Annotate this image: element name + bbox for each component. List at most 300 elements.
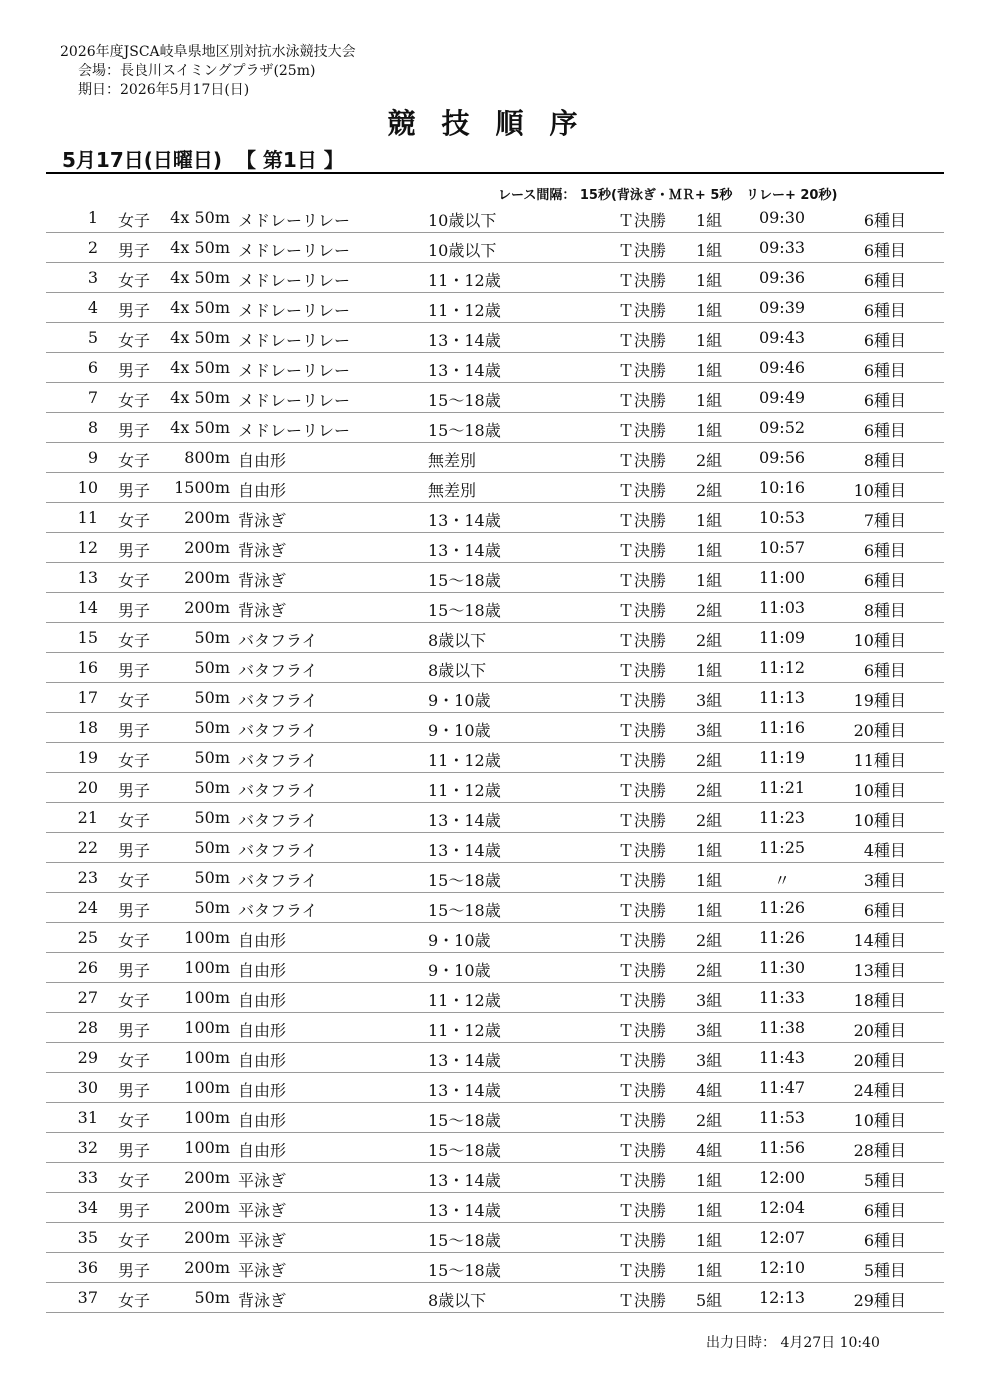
entry-count: 28種目 xyxy=(853,1141,906,1160)
table-row xyxy=(46,1253,944,1283)
final-type: Ｔ決勝 xyxy=(618,811,667,830)
event-number: 9 xyxy=(87,448,98,467)
start-time: 09:43 xyxy=(758,328,806,347)
heat-count: 2組 xyxy=(696,811,723,830)
age-group: 13・14歳 xyxy=(428,331,501,350)
heat-count: 3組 xyxy=(696,691,723,710)
event-number: 30 xyxy=(77,1078,98,1097)
entry-count: 20種目 xyxy=(853,1051,906,1070)
heat-count: 2組 xyxy=(696,451,723,470)
age-group: 13・14歳 xyxy=(428,841,501,860)
stroke: メドレーリレー xyxy=(238,241,351,260)
distance: 50m xyxy=(194,808,230,827)
table-row xyxy=(46,203,944,233)
event-number: 37 xyxy=(77,1288,98,1307)
entry-count: 13種目 xyxy=(853,961,906,980)
event-number: 31 xyxy=(77,1108,98,1127)
gender: 男子 xyxy=(118,721,151,740)
event-number: 35 xyxy=(77,1228,98,1247)
gender: 女子 xyxy=(118,1291,151,1310)
event-order-table xyxy=(46,203,944,1313)
gender: 女子 xyxy=(118,931,151,950)
start-time: 11:26 xyxy=(758,928,806,947)
stroke: 背泳ぎ xyxy=(238,601,287,620)
heat-count: 1組 xyxy=(696,361,723,380)
stroke: バタフライ xyxy=(238,841,318,860)
start-time: 09:49 xyxy=(758,388,806,407)
heat-count: 2組 xyxy=(696,481,723,500)
table-row xyxy=(46,743,944,773)
stroke: 背泳ぎ xyxy=(238,571,287,590)
final-type: Ｔ決勝 xyxy=(618,601,667,620)
gender: 男子 xyxy=(118,1021,151,1040)
gender: 男子 xyxy=(118,1141,151,1160)
gender: 女子 xyxy=(118,811,151,830)
age-group: 9・10歳 xyxy=(428,691,491,710)
heat-count: 1組 xyxy=(696,1231,723,1250)
final-type: Ｔ決勝 xyxy=(618,661,667,680)
start-time: 11:12 xyxy=(758,658,806,677)
heat-count: 1組 xyxy=(696,1261,723,1280)
age-group: 8歳以下 xyxy=(428,631,487,650)
stroke: 自由形 xyxy=(238,1021,287,1040)
event-number: 5 xyxy=(87,328,98,347)
stroke: 平泳ぎ xyxy=(238,1201,287,1220)
gender: 男子 xyxy=(118,841,151,860)
final-type: Ｔ決勝 xyxy=(618,391,667,410)
final-type: Ｔ決勝 xyxy=(618,691,667,710)
table-row xyxy=(46,233,944,263)
entry-count: 6種目 xyxy=(863,571,906,590)
table-row xyxy=(46,593,944,623)
age-group: 9・10歳 xyxy=(428,961,491,980)
event-number: 17 xyxy=(77,688,98,707)
final-type: Ｔ決勝 xyxy=(618,421,667,440)
event-number: 32 xyxy=(77,1138,98,1157)
entry-count: 6種目 xyxy=(863,1201,906,1220)
event-number: 21 xyxy=(77,808,98,827)
table-row xyxy=(46,923,944,953)
event-number: 6 xyxy=(87,358,98,377)
final-type: Ｔ決勝 xyxy=(618,451,667,470)
age-group: 15～18歳 xyxy=(428,1231,501,1250)
final-type: Ｔ決勝 xyxy=(618,1201,667,1220)
age-group: 10歳以下 xyxy=(428,211,497,230)
stroke: 自由形 xyxy=(238,991,287,1010)
table-row xyxy=(46,713,944,743)
start-time: 11:25 xyxy=(758,838,806,857)
entry-count: 11種目 xyxy=(853,751,906,770)
gender: 男子 xyxy=(118,481,151,500)
table-row xyxy=(46,1103,944,1133)
age-group: 13・14歳 xyxy=(428,1171,501,1190)
entry-count: 8種目 xyxy=(863,601,906,620)
event-number: 14 xyxy=(77,598,98,617)
event-number: 15 xyxy=(77,628,98,647)
start-time: 09:30 xyxy=(758,208,806,227)
entry-count: 20種目 xyxy=(853,721,906,740)
distance: 100m xyxy=(184,928,230,947)
stroke: バタフライ xyxy=(238,721,318,740)
start-time: 09:33 xyxy=(758,238,806,257)
heat-count: 1組 xyxy=(696,1171,723,1190)
distance: 50m xyxy=(194,658,230,677)
gender: 女子 xyxy=(118,871,151,890)
age-group: 15～18歳 xyxy=(428,1141,501,1160)
event-number: 4 xyxy=(87,298,98,317)
entry-count: 6種目 xyxy=(863,241,906,260)
heat-count: 1組 xyxy=(696,841,723,860)
stroke: 自由形 xyxy=(238,931,287,950)
final-type: Ｔ決勝 xyxy=(618,331,667,350)
age-group: 15～18歳 xyxy=(428,1261,501,1280)
age-group: 13・14歳 xyxy=(428,511,501,530)
event-number: 22 xyxy=(77,838,98,857)
heat-count: 3組 xyxy=(696,1021,723,1040)
gender: 男子 xyxy=(118,301,151,320)
final-type: Ｔ決勝 xyxy=(618,1141,667,1160)
age-group: 無差別 xyxy=(428,451,477,470)
table-row xyxy=(46,263,944,293)
gender: 男子 xyxy=(118,241,151,260)
gender: 男子 xyxy=(118,961,151,980)
gender: 女子 xyxy=(118,571,151,590)
stroke: バタフライ xyxy=(238,781,318,800)
entry-count: 6種目 xyxy=(863,301,906,320)
table-row xyxy=(46,503,944,533)
event-number: 7 xyxy=(87,388,98,407)
heat-count: 4組 xyxy=(696,1141,723,1160)
entry-count: 6種目 xyxy=(863,361,906,380)
stroke: 自由形 xyxy=(238,1081,287,1100)
distance: 200m xyxy=(184,508,230,527)
event-number: 34 xyxy=(77,1198,98,1217)
final-type: Ｔ決勝 xyxy=(618,301,667,320)
stroke: 自由形 xyxy=(238,451,287,470)
event-number: 29 xyxy=(77,1048,98,1067)
event-number: 10 xyxy=(77,478,98,497)
page-title: 競技順序 xyxy=(387,107,604,140)
age-group: 13・14歳 xyxy=(428,1051,501,1070)
age-group: 15～18歳 xyxy=(428,1111,501,1130)
heat-count: 1組 xyxy=(696,541,723,560)
gender: 男子 xyxy=(118,421,151,440)
distance: 100m xyxy=(184,958,230,977)
start-time: 10:57 xyxy=(758,538,806,557)
stroke: メドレーリレー xyxy=(238,271,351,290)
age-group: 13・14歳 xyxy=(428,811,501,830)
table-row xyxy=(46,983,944,1013)
gender: 男子 xyxy=(118,1201,151,1220)
entry-count: 6種目 xyxy=(863,541,906,560)
age-group: 8歳以下 xyxy=(428,661,487,680)
age-group: 無差別 xyxy=(428,481,477,500)
heat-count: 5組 xyxy=(696,1291,723,1310)
final-type: Ｔ決勝 xyxy=(618,361,667,380)
final-type: Ｔ決勝 xyxy=(618,931,667,950)
stroke: 平泳ぎ xyxy=(238,1261,287,1280)
stroke: メドレーリレー xyxy=(238,361,351,380)
start-time: 11:03 xyxy=(758,598,806,617)
start-time: 〃 xyxy=(773,871,790,890)
start-time: 11:47 xyxy=(758,1078,806,1097)
output-timestamp: 出力日時： 4月27日 10:40 xyxy=(706,1335,880,1351)
stroke: バタフライ xyxy=(238,751,318,770)
distance: 200m xyxy=(184,598,230,617)
stroke: 背泳ぎ xyxy=(238,1291,287,1310)
event-number: 27 xyxy=(77,988,98,1007)
stroke: 自由形 xyxy=(238,1111,287,1130)
final-type: Ｔ決勝 xyxy=(618,961,667,980)
distance: 800m xyxy=(184,448,230,467)
entry-count: 20種目 xyxy=(853,1021,906,1040)
entry-count: 6種目 xyxy=(863,391,906,410)
entry-count: 3種目 xyxy=(863,871,906,890)
event-number: 18 xyxy=(77,718,98,737)
event-number: 25 xyxy=(77,928,98,947)
stroke: 背泳ぎ xyxy=(238,511,287,530)
start-time: 09:39 xyxy=(758,298,806,317)
start-time: 11:09 xyxy=(758,628,806,647)
stroke: 自由形 xyxy=(238,1141,287,1160)
gender: 女子 xyxy=(118,631,151,650)
heat-count: 1組 xyxy=(696,331,723,350)
start-time: 12:00 xyxy=(758,1168,806,1187)
distance: 50m xyxy=(194,1288,230,1307)
stroke: バタフライ xyxy=(238,691,318,710)
heat-count: 2組 xyxy=(696,781,723,800)
stroke: メドレーリレー xyxy=(238,331,351,350)
distance: 100m xyxy=(184,1018,230,1037)
meet-date: 期日：2026年5月17日(日) xyxy=(78,82,250,98)
event-number: 24 xyxy=(77,898,98,917)
table-row xyxy=(46,623,944,653)
heat-count: 3組 xyxy=(696,991,723,1010)
gender: 女子 xyxy=(118,391,151,410)
gender: 男子 xyxy=(118,781,151,800)
start-time: 11:13 xyxy=(758,688,806,707)
entry-count: 5種目 xyxy=(863,1171,906,1190)
gender: 女子 xyxy=(118,331,151,350)
final-type: Ｔ決勝 xyxy=(618,211,667,230)
age-group: 11・12歳 xyxy=(428,781,501,800)
age-group: 15～18歳 xyxy=(428,421,501,440)
start-time: 11:56 xyxy=(758,1138,806,1157)
entry-count: 10種目 xyxy=(853,811,906,830)
entry-count: 10種目 xyxy=(853,781,906,800)
age-group: 11・12歳 xyxy=(428,991,501,1010)
stroke: メドレーリレー xyxy=(238,421,351,440)
start-time: 09:52 xyxy=(758,418,806,437)
entry-count: 6種目 xyxy=(863,901,906,920)
age-group: 9・10歳 xyxy=(428,721,491,740)
event-number: 16 xyxy=(77,658,98,677)
final-type: Ｔ決勝 xyxy=(618,1081,667,1100)
distance: 100m xyxy=(184,1108,230,1127)
distance: 200m xyxy=(184,1228,230,1247)
entry-count: 19種目 xyxy=(853,691,906,710)
stroke: 自由形 xyxy=(238,481,287,500)
table-row xyxy=(46,1073,944,1103)
entry-count: 24種目 xyxy=(853,1081,906,1100)
gender: 女子 xyxy=(118,211,151,230)
gender: 女子 xyxy=(118,1051,151,1070)
start-time: 09:56 xyxy=(758,448,806,467)
table-row xyxy=(46,773,944,803)
final-type: Ｔ決勝 xyxy=(618,1171,667,1190)
table-row xyxy=(46,413,944,443)
final-type: Ｔ決勝 xyxy=(618,511,667,530)
age-group: 13・14歳 xyxy=(428,361,501,380)
table-row xyxy=(46,863,944,893)
age-group: 13・14歳 xyxy=(428,541,501,560)
distance: 50m xyxy=(194,718,230,737)
event-number: 2 xyxy=(87,238,98,257)
age-group: 15～18歳 xyxy=(428,901,501,920)
age-group: 15～18歳 xyxy=(428,871,501,890)
heat-count: 1組 xyxy=(696,571,723,590)
gender: 男子 xyxy=(118,601,151,620)
gender: 女子 xyxy=(118,991,151,1010)
table-row xyxy=(46,1283,944,1313)
start-time: 11:53 xyxy=(758,1108,806,1127)
heat-count: 1組 xyxy=(696,211,723,230)
start-time: 11:23 xyxy=(758,808,806,827)
table-row xyxy=(46,1163,944,1193)
heat-count: 1組 xyxy=(696,391,723,410)
distance: 4x 50m xyxy=(170,268,230,287)
start-time: 11:21 xyxy=(758,778,806,797)
distance: 200m xyxy=(184,1258,230,1277)
start-time: 11:26 xyxy=(758,898,806,917)
event-number: 28 xyxy=(77,1018,98,1037)
entry-count: 10種目 xyxy=(853,1111,906,1130)
heat-count: 1組 xyxy=(696,271,723,290)
heading-rule xyxy=(46,172,944,174)
stroke: バタフライ xyxy=(238,811,318,830)
heat-count: 2組 xyxy=(696,1111,723,1130)
event-number: 26 xyxy=(77,958,98,977)
distance: 1500m xyxy=(174,478,230,497)
final-type: Ｔ決勝 xyxy=(618,1261,667,1280)
age-group: 11・12歳 xyxy=(428,301,501,320)
event-number: 20 xyxy=(77,778,98,797)
heat-count: 4組 xyxy=(696,1081,723,1100)
table-row xyxy=(46,833,944,863)
heat-count: 3組 xyxy=(696,1051,723,1070)
final-type: Ｔ決勝 xyxy=(618,1021,667,1040)
heat-count: 1組 xyxy=(696,661,723,680)
entry-count: 6種目 xyxy=(863,661,906,680)
start-time: 12:04 xyxy=(758,1198,806,1217)
start-time: 11:43 xyxy=(758,1048,806,1067)
final-type: Ｔ決勝 xyxy=(618,481,667,500)
final-type: Ｔ決勝 xyxy=(618,1231,667,1250)
heat-count: 2組 xyxy=(696,961,723,980)
distance: 50m xyxy=(194,838,230,857)
event-number: 36 xyxy=(77,1258,98,1277)
start-time: 11:00 xyxy=(758,568,806,587)
heat-count: 3組 xyxy=(696,721,723,740)
start-time: 11:19 xyxy=(758,748,806,767)
stroke: 背泳ぎ xyxy=(238,541,287,560)
final-type: Ｔ決勝 xyxy=(618,901,667,920)
meet-name: 2026年度JSCA岐阜県地区別対抗水泳競技大会 xyxy=(60,44,356,60)
start-time: 11:33 xyxy=(758,988,806,1007)
heat-count: 1組 xyxy=(696,421,723,440)
distance: 100m xyxy=(184,1138,230,1157)
table-row xyxy=(46,383,944,413)
entry-count: 6種目 xyxy=(863,1231,906,1250)
entry-count: 6種目 xyxy=(863,331,906,350)
table-row xyxy=(46,1043,944,1073)
gender: 男子 xyxy=(118,361,151,380)
entry-count: 18種目 xyxy=(853,991,906,1010)
start-time: 12:10 xyxy=(758,1258,806,1277)
heat-count: 1組 xyxy=(696,511,723,530)
stroke: バタフライ xyxy=(238,901,318,920)
stroke: メドレーリレー xyxy=(238,301,351,320)
table-row xyxy=(46,1193,944,1223)
distance: 4x 50m xyxy=(170,298,230,317)
gender: 男子 xyxy=(118,1261,151,1280)
final-type: Ｔ決勝 xyxy=(618,1291,667,1310)
venue: 会場：長良川スイミングプラザ(25m) xyxy=(78,63,316,79)
stroke: バタフライ xyxy=(238,871,318,890)
table-row xyxy=(46,533,944,563)
stroke: 自由形 xyxy=(238,1051,287,1070)
distance: 50m xyxy=(194,628,230,647)
final-type: Ｔ決勝 xyxy=(618,721,667,740)
gender: 女子 xyxy=(118,691,151,710)
final-type: Ｔ決勝 xyxy=(618,241,667,260)
final-type: Ｔ決勝 xyxy=(618,991,667,1010)
event-number: 11 xyxy=(77,508,98,527)
distance: 4x 50m xyxy=(170,418,230,437)
table-row xyxy=(46,443,944,473)
gender: 女子 xyxy=(118,451,151,470)
start-time: 12:07 xyxy=(758,1228,806,1247)
table-row xyxy=(46,893,944,923)
final-type: Ｔ決勝 xyxy=(618,871,667,890)
heat-count: 1組 xyxy=(696,901,723,920)
distance: 50m xyxy=(194,868,230,887)
gender: 女子 xyxy=(118,271,151,290)
event-number: 33 xyxy=(77,1168,98,1187)
entry-count: 6種目 xyxy=(863,271,906,290)
gender: 女子 xyxy=(118,1171,151,1190)
heat-count: 1組 xyxy=(696,241,723,260)
heat-count: 1組 xyxy=(696,871,723,890)
gender: 男子 xyxy=(118,541,151,560)
table-row xyxy=(46,1013,944,1043)
entry-count: 29種目 xyxy=(853,1291,906,1310)
stroke: バタフライ xyxy=(238,661,318,680)
start-time: 12:13 xyxy=(758,1288,806,1307)
distance: 50m xyxy=(194,898,230,917)
gender: 男子 xyxy=(118,1081,151,1100)
final-type: Ｔ決勝 xyxy=(618,541,667,560)
entry-count: 10種目 xyxy=(853,481,906,500)
stroke: メドレーリレー xyxy=(238,391,351,410)
entry-count: 14種目 xyxy=(853,931,906,950)
age-group: 15～18歳 xyxy=(428,571,501,590)
day-heading: 5月17日(日曜日) 【 第1日 】 xyxy=(62,148,344,172)
final-type: Ｔ決勝 xyxy=(618,1051,667,1070)
age-group: 15～18歳 xyxy=(428,391,501,410)
distance: 200m xyxy=(184,1168,230,1187)
table-row xyxy=(46,293,944,323)
